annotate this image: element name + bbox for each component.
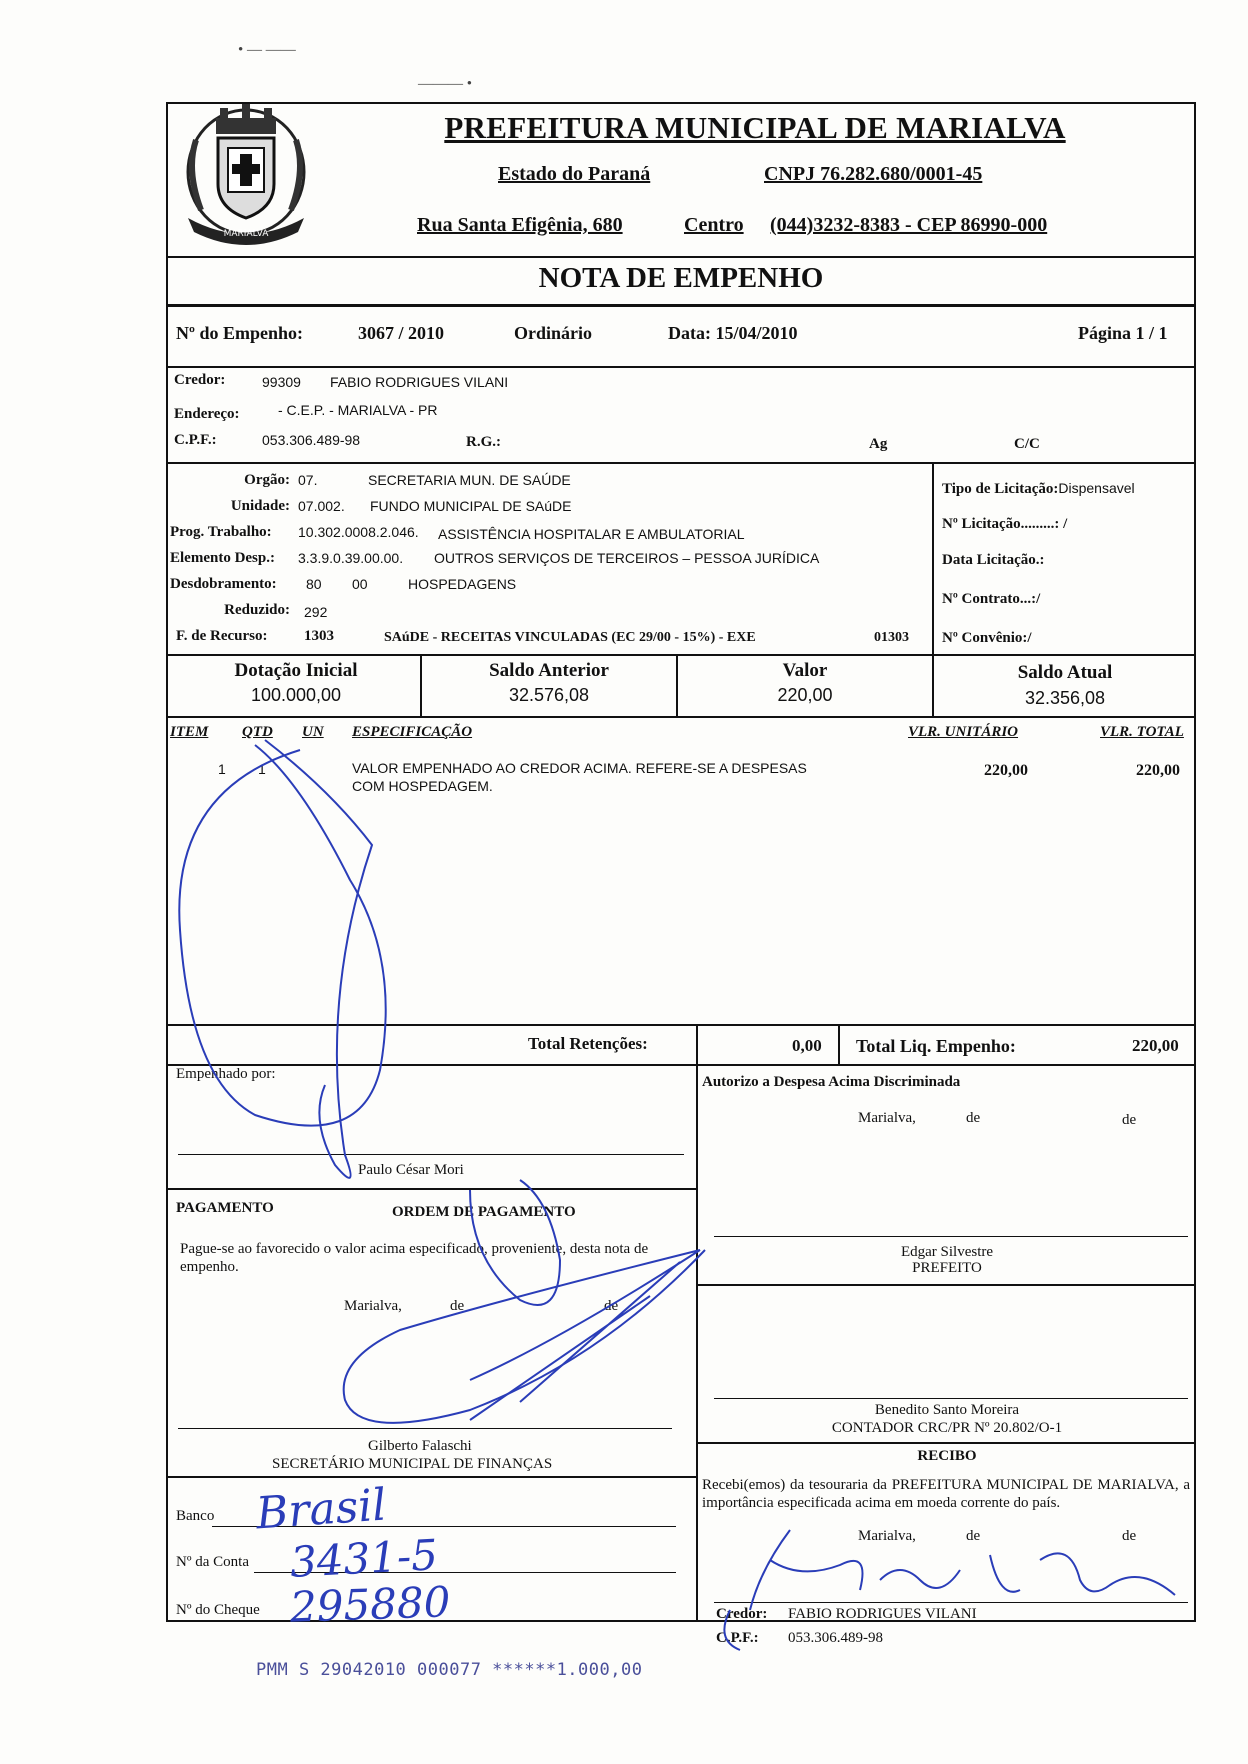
- address-field-value: - C.E.P. - MARIALVA - PR: [278, 402, 438, 418]
- cc-label: C/C: [1014, 436, 1040, 452]
- conta-label: Nº da Conta: [176, 1554, 249, 1570]
- elemento-name: OUTROS SERVIÇOS DE TERCEIROS – PESSOA JURÍDICA: [434, 550, 820, 566]
- credor-label: Credor:: [174, 372, 226, 388]
- unidade-label: Unidade:: [230, 498, 290, 514]
- empenho-date: Data: 15/04/2010: [668, 323, 798, 343]
- cheque-label: Nº do Cheque: [176, 1602, 260, 1618]
- elemento-code: 3.3.9.0.39.00.00.: [298, 550, 404, 566]
- scan-mark: • — ——: [238, 42, 296, 58]
- row-unit-value: 220,00: [984, 762, 1028, 779]
- secretario-name: Gilberto Falaschi: [368, 1438, 472, 1454]
- ordem-pagamento-label: ORDEM DE PAGAMENTO: [392, 1204, 576, 1220]
- col-unit-value: VLR. UNITÁRIO: [908, 724, 1019, 740]
- dotacao-value: 100.000,00: [250, 685, 342, 705]
- unidade-code: 07.002.: [298, 498, 345, 514]
- credor-cpf-label: C.P.F.:: [716, 1630, 759, 1646]
- empenhado-label: Empenhado por:: [176, 1066, 276, 1082]
- convenio-number: Nº Convênio:/: [942, 630, 1032, 646]
- recurso-code2: 01303: [874, 630, 909, 645]
- contrato-number: Nº Contrato...:/: [942, 591, 1041, 607]
- row-spec-line1: VALOR EMPENHADO AO CREDOR ACIMA. REFERE-SE A DESPESAS: [352, 760, 807, 776]
- licitacao-type: Tipo de Licitação:Dispensavel: [942, 480, 1135, 497]
- date-de: de: [1122, 1112, 1137, 1128]
- rg-label: R.G.:: [466, 434, 501, 450]
- cnpj-label: CNPJ 76.282.680/0001-45: [764, 163, 983, 185]
- cpf-label: C.P.F.:: [174, 432, 217, 448]
- row-total-value: 220,00: [1136, 762, 1180, 779]
- valor-label: Valor: [782, 660, 828, 681]
- credor-signature-label: Credor:: [716, 1606, 768, 1622]
- prog-label: Prog. Trabalho:: [170, 524, 272, 540]
- saldo-anterior-value: 32.576,08: [508, 685, 590, 705]
- empenho-number-label: Nº do Empenho:: [176, 323, 303, 343]
- handwritten-bank: Brasil: [254, 1479, 388, 1540]
- orgao-code: 07.: [298, 472, 318, 488]
- recurso-name: SAúDE - RECEITAS VINCULADAS (EC 29/00 - 15%) - EXE: [384, 630, 756, 645]
- licitacao-number: Nº Licitação.........: /: [942, 516, 1068, 532]
- contador-title: CONTADOR CRC/PR Nº 20.802/O-1: [831, 1420, 1063, 1436]
- desdobramento-a: 80: [306, 576, 322, 592]
- col-total-value: VLR. TOTAL: [1100, 724, 1184, 740]
- coat-of-arms-icon: [176, 100, 316, 250]
- recurso-label: F. de Recurso:: [176, 628, 268, 644]
- payment-stamp: PMM S 29042010 000077 ******1.000,00: [256, 1660, 643, 1680]
- pague-text: Pague-se ao favorecido o valor acima especificado, proveniente, desta nota de empenho.: [180, 1241, 649, 1275]
- liq-empenho-value: 220,00: [1132, 1036, 1179, 1055]
- date-de: de: [1122, 1528, 1137, 1544]
- desdobramento-label: Desdobramento:: [170, 576, 277, 592]
- credor-name: FABIO RODRIGUES VILANI: [330, 374, 509, 390]
- cpf-value: 053.306.489-98: [262, 432, 361, 448]
- page-title: PREFEITURA MUNICIPAL DE MARIALVA: [444, 110, 1066, 145]
- scan-mark: ——— •: [418, 76, 473, 92]
- prog-name: ASSISTÊNCIA HOSPITALAR E AMBULATORIAL: [438, 526, 745, 542]
- row-qtd: 1: [258, 761, 266, 777]
- secretario-title: SECRETÁRIO MUNICIPAL DE FINANÇAS: [272, 1456, 553, 1472]
- col-un: UN: [302, 724, 324, 740]
- date-de: de: [450, 1298, 465, 1314]
- col-qtd: QTD: [242, 724, 273, 740]
- col-item: ITEM: [170, 724, 209, 740]
- district-label: Centro: [684, 214, 744, 236]
- phone-cep-label: (044)3232-8383 - CEP 86990-000: [770, 214, 1048, 236]
- prog-code: 10.302.0008.2.046.: [298, 524, 419, 540]
- row-item: 1: [218, 761, 226, 777]
- licitacao-date: Data Licitação.:: [942, 552, 1045, 568]
- retencoes-value: 0,00: [792, 1036, 822, 1055]
- recurso-code: 1303: [304, 628, 334, 644]
- marialva-date: Marialva,: [858, 1110, 916, 1126]
- document-title: NOTA DE EMPENHO: [538, 262, 824, 294]
- marialva-date: Marialva,: [344, 1298, 402, 1314]
- desdobramento-b: 00: [352, 576, 368, 592]
- handwritten-check: 295880: [289, 1577, 452, 1632]
- liq-empenho-label: Total Liq. Empenho:: [856, 1036, 1016, 1056]
- orgao-name: SECRETARIA MUN. DE SAÚDE: [368, 472, 571, 488]
- date-de: de: [966, 1528, 981, 1544]
- address-label: Rua Santa Efigênia, 680: [417, 214, 623, 236]
- handwritten-account: 3431-5: [288, 1530, 439, 1587]
- banco-label: Banco: [176, 1508, 215, 1524]
- ag-label: Ag: [869, 436, 888, 452]
- valor-value: 220,00: [777, 685, 833, 705]
- dotacao-label: Dotação Inicial: [234, 660, 358, 681]
- col-spec: ESPECIFICAÇÃO: [352, 724, 473, 740]
- saldo-atual-value: 32.356,08: [1024, 688, 1106, 708]
- credor-code: 99309: [262, 374, 301, 390]
- autorizo-label: Autorizo a Despesa Acima Discriminada: [702, 1074, 961, 1090]
- prefeito-name: Edgar Silvestre: [900, 1244, 994, 1260]
- recibo-label: RECIBO: [917, 1448, 977, 1464]
- state-label: Estado do Paraná: [498, 163, 651, 185]
- unidade-name: FUNDO MUNICIPAL DE SAúDE: [370, 498, 572, 514]
- empenho-number: 3067 / 2010: [358, 323, 445, 343]
- recibo-text: Recebi(emos) da tesouraria da PREFEITURA MUNICIPAL DE MARIALVA, a importância especificada acima em moeda corrente do país.: [702, 1477, 1190, 1511]
- elemento-label: Elemento Desp.:: [170, 550, 275, 566]
- pagamento-label: PAGAMENTO: [176, 1200, 274, 1216]
- date-de: de: [966, 1110, 981, 1126]
- desdobramento-name: HOSPEDAGENS: [408, 576, 517, 592]
- credor-cpf-value: 053.306.489-98: [788, 1630, 883, 1646]
- contador-name: Benedito Santo Moreira: [874, 1402, 1020, 1418]
- reduzido-value: 292: [304, 604, 328, 620]
- svg-text:MARIALVA: MARIALVA: [223, 229, 269, 239]
- orgao-label: Orgão:: [244, 472, 290, 488]
- credor-signature-name: FABIO RODRIGUES VILANI: [788, 1606, 977, 1622]
- row-spec-line2: COM HOSPEDAGEM.: [352, 778, 493, 794]
- empenhado-name: Paulo César Mori: [358, 1162, 464, 1178]
- address-field-label: Endereço:: [174, 406, 240, 422]
- marialva-date: Marialva,: [858, 1528, 916, 1544]
- reduzido-label: Reduzido:: [224, 602, 290, 618]
- empenho-type: Ordinário: [514, 323, 593, 343]
- saldo-anterior-label: Saldo Anterior: [489, 660, 609, 681]
- prefeito-title: PREFEITO: [912, 1260, 982, 1276]
- saldo-atual-label: Saldo Atual: [1017, 662, 1113, 683]
- retencoes-label: Total Retenções:: [528, 1034, 648, 1053]
- date-de: de: [604, 1298, 619, 1314]
- page-number: Página 1 / 1: [1078, 323, 1168, 343]
